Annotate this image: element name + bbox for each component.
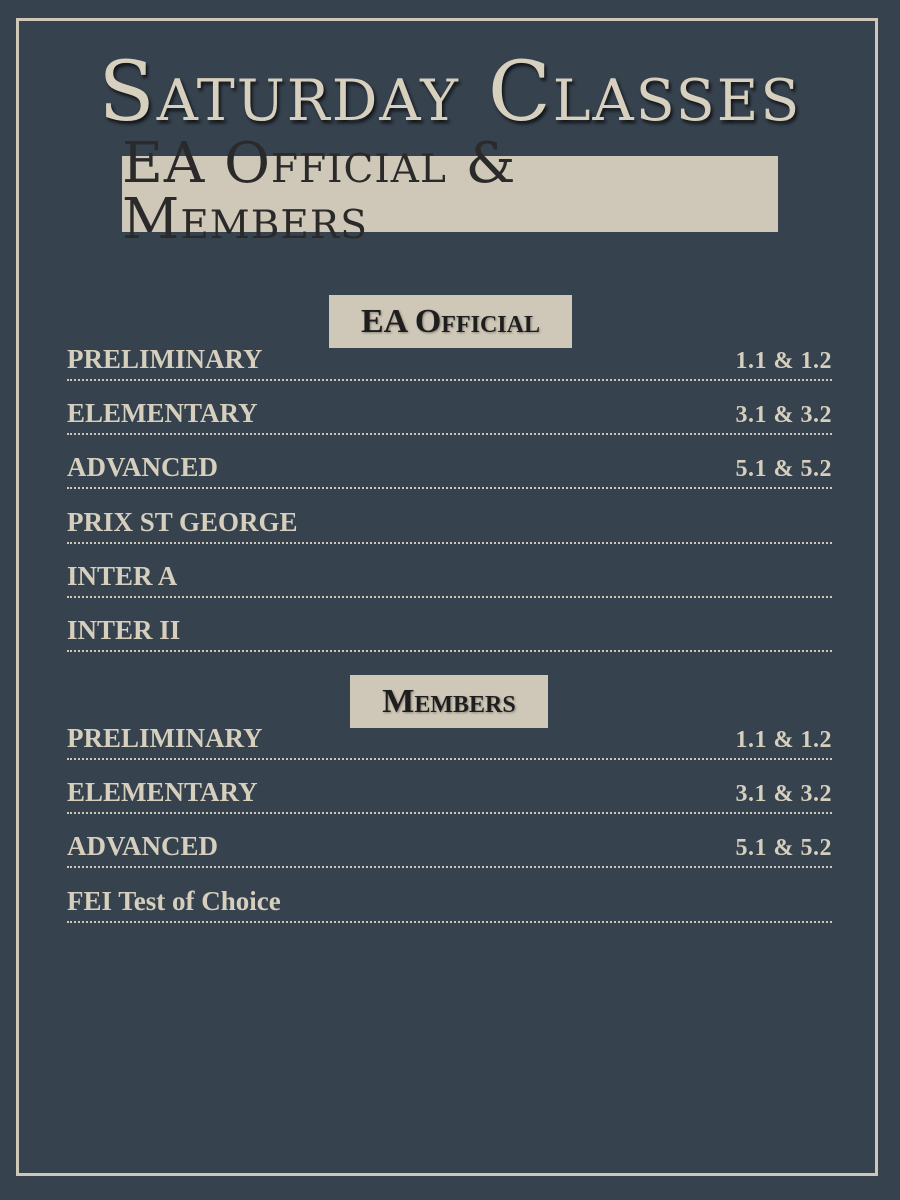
class-name: PRELIMINARY bbox=[67, 344, 263, 374]
class-row bbox=[67, 345, 832, 381]
class-test-code: 1.1 & 1.2 bbox=[735, 348, 832, 374]
class-name: INTER II bbox=[67, 615, 181, 645]
class-test-code: 3.1 & 3.2 bbox=[735, 402, 832, 428]
class-name: INTER A bbox=[67, 561, 178, 591]
class-name: PRELIMINARY bbox=[67, 723, 263, 753]
section-label-text: Members bbox=[382, 682, 516, 720]
class-test-code: 5.1 & 5.2 bbox=[735, 456, 832, 482]
section-label-members bbox=[350, 675, 548, 728]
class-name: ADVANCED bbox=[67, 452, 219, 482]
class-name: ADVANCED bbox=[67, 831, 219, 861]
class-name: ELEMENTARY bbox=[67, 777, 258, 807]
class-row bbox=[67, 616, 832, 652]
class-name: ELEMENTARY bbox=[67, 398, 258, 428]
class-row bbox=[67, 562, 832, 598]
subtitle-banner bbox=[122, 131, 778, 252]
class-name: FEI Test of Choice bbox=[67, 886, 281, 916]
class-row bbox=[67, 399, 832, 435]
subtitle-text: EA Official & Members bbox=[122, 131, 517, 252]
class-row bbox=[67, 778, 832, 814]
class-row bbox=[67, 508, 832, 544]
class-row bbox=[67, 832, 832, 868]
class-row bbox=[67, 453, 832, 489]
section-label-ea-official bbox=[329, 295, 572, 348]
section-label-text: EA Official bbox=[361, 302, 540, 340]
class-name: PRIX ST GEORGE bbox=[67, 507, 298, 537]
class-test-code: 5.1 & 5.2 bbox=[735, 835, 832, 861]
page-title: Saturday Classes bbox=[98, 45, 802, 140]
class-row bbox=[67, 887, 832, 923]
class-test-code: 1.1 & 1.2 bbox=[735, 727, 832, 753]
class-row bbox=[67, 724, 832, 760]
class-test-code: 3.1 & 3.2 bbox=[735, 781, 832, 807]
